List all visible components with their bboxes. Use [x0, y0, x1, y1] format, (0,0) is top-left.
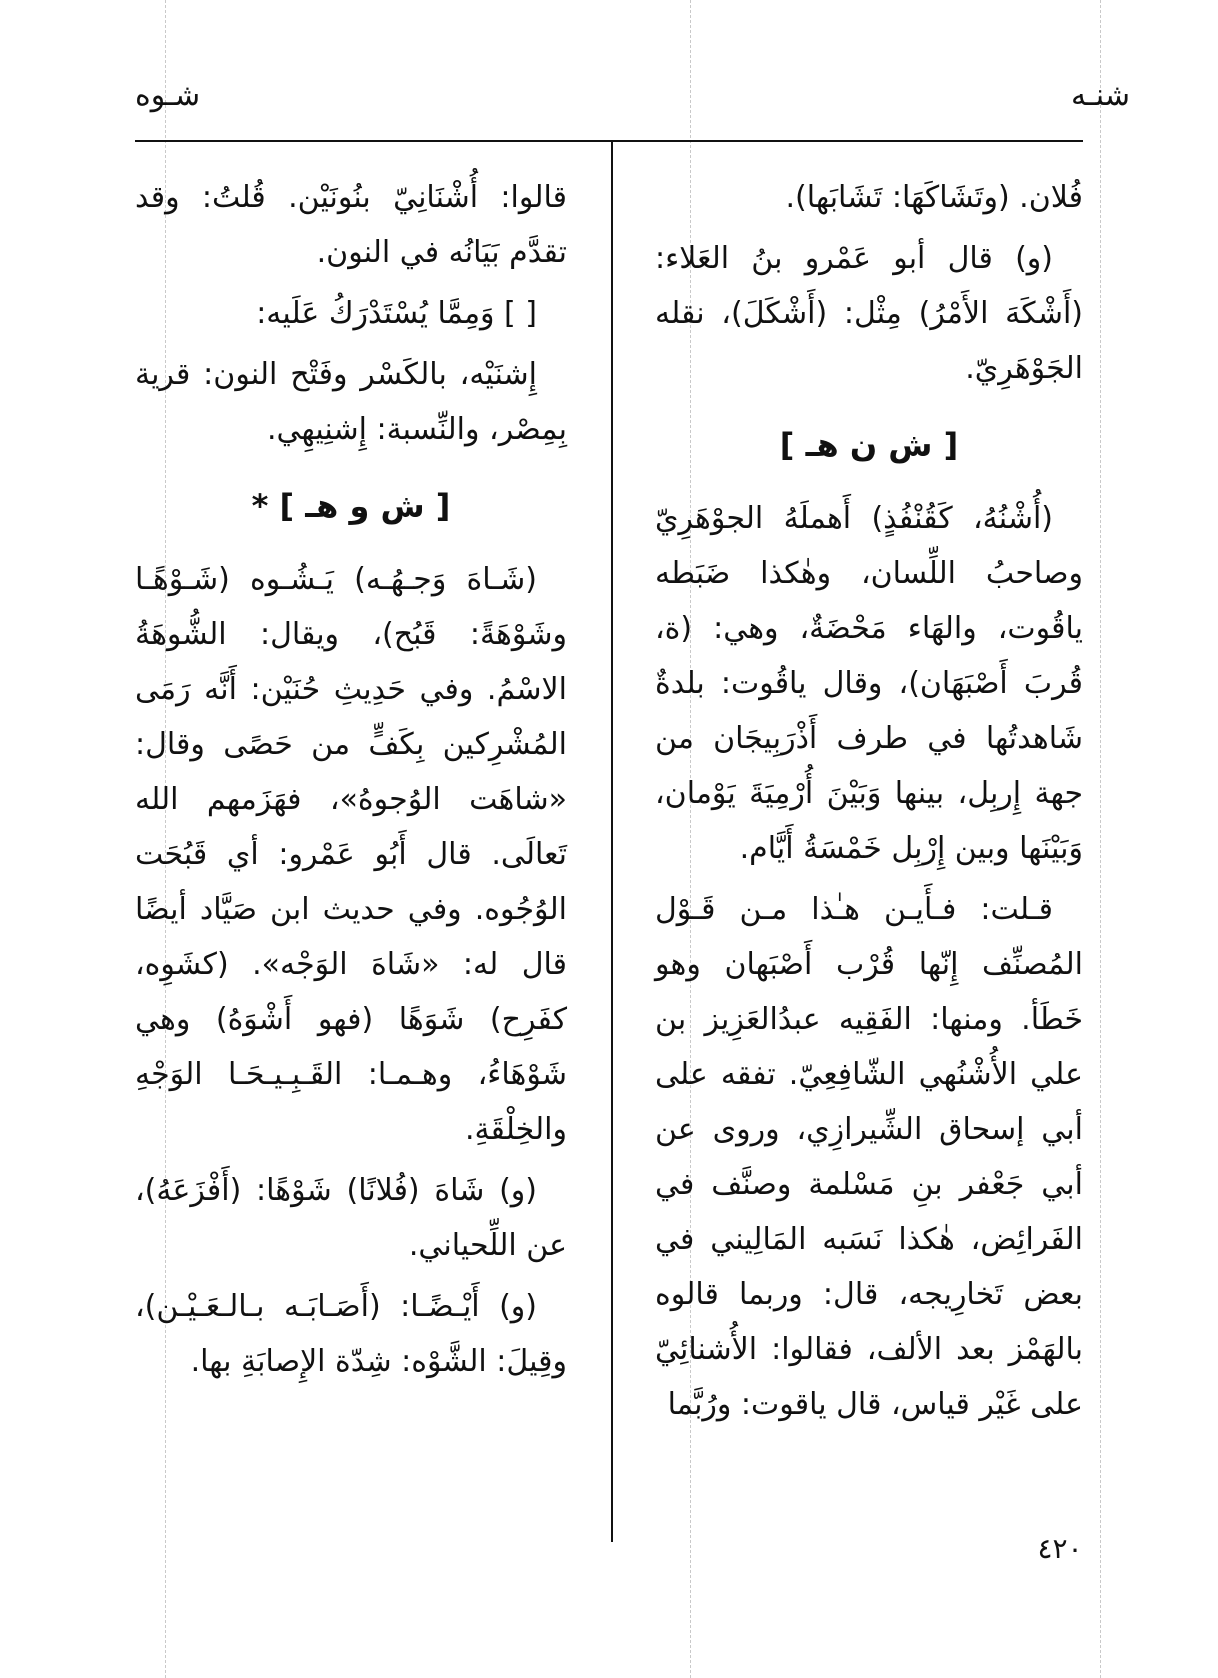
- entry-heading: [ ش و هـ ] *: [251, 487, 451, 525]
- page-number: ٤٢٠: [1037, 1532, 1083, 1565]
- paragraph: (و) قال أبو عَمْرو بنُ العَلاء: (أَشْكَهَ الأَمْرُ) مِثْل: (أَشْكَلَ)، نقله الجَوْهَرِيّ.: [655, 241, 1083, 386]
- running-head-right: شنـه: [1070, 78, 1130, 113]
- right-column: [655, 170, 1083, 1438]
- header-rule: [135, 140, 1083, 142]
- running-head-left: شـوه: [135, 78, 201, 113]
- column-divider: [611, 142, 613, 1542]
- paragraph: (و) أَيْـضًـا: (أَصَـابَـه بـالـعَـيْـن)، وقِيلَ: الشَّوْه: شِدّة الإِصابَةِ بها.: [135, 1289, 567, 1379]
- paragraph: إِشنَيْه، بالكَسْر وفَتْح النون: قرية بِمِصْر، والنِّسبة: إِشنِيهِي.: [135, 357, 567, 447]
- paragraph: [ ] وَمِمَّا يُسْتَدْرَكُ عَلَيه:: [256, 296, 537, 331]
- left-column: [135, 170, 567, 1395]
- paragraph: (أُشْنُهُ، كَقُنْفُذٍ) أَهملَهُ الجوْهَرِيّ وصاحبُ اللِّسان، وهٰكذا ضَبَطه ياقُوت، والهَاء مَحْضَةٌ، وهي: (ة، قُربَ أَصْبَهَان)، وقال ياقُوت: بلدةٌ شَاهدتُها في طرف أَذْرَبِيجَان من جهة إِربِل، بينها وَبَيْنَ أُرْمِيَةَ يَوْمان، وَبَيْنَها وبين إِرْبِل خَمْسَةُ أَيَّام.: [655, 501, 1083, 866]
- paragraph: قـلت: فـأَيـن هـٰذا مـن قَـوْل المُصنِّف إِنّها قُرْب أَصْبَهان وهو خَطَأ. ومنها: الفَقِيه عبدُالعَزِيز بن علي الأُشْنُهي الشّافِعِيّ. تفقه على أبي إسحاق الشِّيرازِي، وروى عن أبي جَعْفر بنِ مَسْلمة وصنَّف في الفَرائِض، هٰكذا نَسَبه المَالِيني في بعض تَخارِيجه، قال: وربما قالوه بالهَمْز بعد الألف، فقالوا: الأُشنائِيّ على غَيْر قياس، قال ياقوت: ورُبَّما: [655, 892, 1083, 1422]
- scan-guide-line: [1100, 0, 1101, 1678]
- entry-heading: [ ش ن هـ ]: [779, 426, 959, 464]
- paragraph: قالوا: أُشْنَانِيّ بنُونَيْن. قُلتُ: وقد تقدَّم بَيَانُه في النون.: [135, 180, 567, 270]
- paragraph: (و) شَاهَ (فُلانًا) شَوْهًا: (أَفْزَعَهُ)، عن اللِّحياني.: [135, 1173, 567, 1263]
- paragraph: فُلان. (وتَشَاكَهَا: تَشَابَها).: [785, 180, 1083, 215]
- paragraph: (شَـاهَ وَجـهُـه) يَـشُـوه (شَـوْهًـا وشَوْهَةً: قَبُح)، ويقال: الشُّوهَةُ الاسْمُ. وفي حَدِيثِ حُنَيْن: أَنَّه رَمَى المُشْرِكين بِكَفٍّ من حَصًى وقال: «شاهَت الوُجوهُ»، فهَزَمهم الله تَعالَى. قال أَبُو عَمْرو: أي قَبُحَت الوُجُوه. وفي حديث ابن صَيَّاد أيضًا قال له: «شَاهَ الوَجْه». (كشَوِه، كفَرِح) شَوَهًا (فهو أَشْوَهُ) وهي شَوْهَاءُ، وهـمـا: القَـبِـيـحَـا الوَجْهِ والخِلْقَةِ.: [135, 562, 567, 1147]
